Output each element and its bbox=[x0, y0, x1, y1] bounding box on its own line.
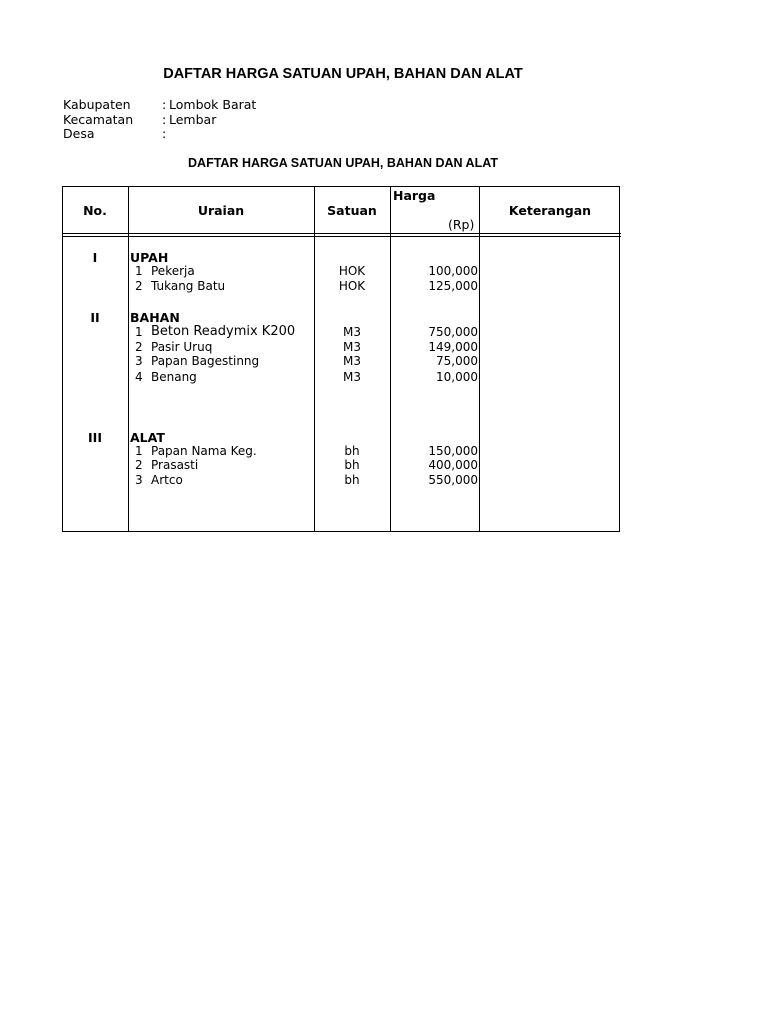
column-divider bbox=[390, 186, 391, 532]
item-unit: bh bbox=[344, 444, 360, 458]
item-price: 150,000 bbox=[428, 444, 478, 458]
item-number: 1 bbox=[135, 264, 143, 278]
section-roman: I bbox=[92, 250, 98, 265]
meta-colon-kabupaten: : bbox=[162, 97, 167, 112]
section-roman: III bbox=[88, 430, 102, 445]
item-unit: HOK bbox=[338, 279, 366, 293]
item-name: Pekerja bbox=[151, 264, 195, 278]
item-unit: bh bbox=[344, 473, 360, 487]
meta-label-desa: Desa bbox=[63, 126, 95, 141]
item-number: 2 bbox=[135, 340, 143, 354]
item-name: Papan Bagestinng bbox=[151, 354, 260, 368]
item-number: 3 bbox=[135, 354, 143, 368]
item-number: 4 bbox=[135, 370, 143, 384]
section-name: UPAH bbox=[130, 250, 169, 265]
page-title: DAFTAR HARGA SATUAN UPAH, BAHAN DAN ALAT bbox=[163, 66, 523, 82]
item-price: 10,000 bbox=[436, 370, 478, 384]
item-price: 149,000 bbox=[428, 340, 478, 354]
column-divider bbox=[479, 186, 480, 532]
item-name: Artco bbox=[151, 473, 183, 487]
item-name: Beton Readymix K200 bbox=[151, 324, 296, 339]
section-roman: II bbox=[90, 310, 100, 325]
meta-label-kabupaten: Kabupaten bbox=[63, 97, 131, 112]
item-unit: bh bbox=[344, 458, 360, 472]
item-name: Papan Nama Keg. bbox=[151, 444, 257, 458]
header-uraian: Uraian bbox=[197, 203, 245, 218]
item-price: 400,000 bbox=[428, 458, 478, 472]
item-number: 1 bbox=[135, 444, 143, 458]
meta-label-kecamatan: Kecamatan bbox=[63, 112, 134, 127]
header-divider bbox=[62, 233, 621, 234]
item-price: 100,000 bbox=[428, 264, 478, 278]
item-name: Tukang Batu bbox=[151, 279, 226, 293]
item-price: 125,000 bbox=[428, 279, 478, 293]
item-unit: M3 bbox=[343, 340, 361, 354]
item-name: Benang bbox=[151, 370, 197, 384]
item-number: 1 bbox=[135, 325, 143, 339]
item-unit: HOK bbox=[338, 264, 366, 278]
meta-colon-kecamatan: : bbox=[162, 112, 167, 127]
item-unit: M3 bbox=[343, 354, 361, 368]
header-harga-unit: (Rp) bbox=[448, 217, 475, 232]
section-name: ALAT bbox=[130, 430, 165, 445]
item-price: 75,000 bbox=[436, 354, 478, 368]
item-name: Pasir Uruq bbox=[151, 340, 213, 354]
item-unit: M3 bbox=[343, 370, 361, 384]
header-divider bbox=[62, 236, 621, 237]
section-name: BAHAN bbox=[130, 310, 180, 325]
table-subtitle: DAFTAR HARGA SATUAN UPAH, BAHAN DAN ALAT bbox=[188, 156, 498, 170]
header-harga: Harga bbox=[393, 188, 436, 203]
column-divider bbox=[128, 186, 129, 532]
item-price: 550,000 bbox=[428, 473, 478, 487]
item-number: 3 bbox=[135, 473, 143, 487]
item-number: 2 bbox=[135, 458, 143, 472]
meta-value-kabupaten: Lombok Barat bbox=[169, 97, 257, 112]
item-name: Prasasti bbox=[151, 458, 199, 472]
item-price: 750,000 bbox=[428, 325, 478, 339]
header-keterangan: Keterangan bbox=[508, 203, 592, 218]
meta-value-kecamatan: Lembar bbox=[169, 112, 217, 127]
header-satuan: Satuan bbox=[327, 203, 377, 218]
header-no: No. bbox=[83, 203, 107, 218]
item-unit: M3 bbox=[343, 325, 361, 339]
item-number: 2 bbox=[135, 279, 143, 293]
meta-colon-desa: : bbox=[162, 126, 167, 141]
